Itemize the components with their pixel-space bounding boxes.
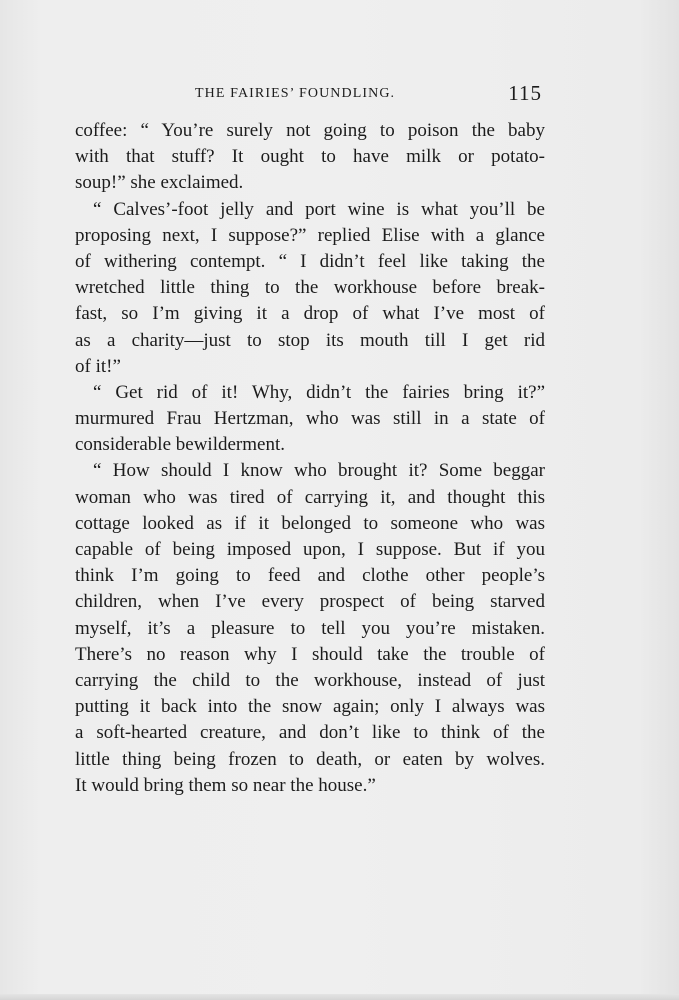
text-line: murmured Frau Hertzman, who was still in a state of [75, 408, 545, 430]
page-header [75, 81, 545, 108]
text-line: soup!” she exclaimed. [75, 172, 244, 194]
text-line: “ Get rid of it! Why, didn’t the fairies bring it?” [93, 381, 545, 403]
text-line: little thing being frozen to death, or eaten by wolves. [75, 748, 545, 770]
scan-edge [0, 994, 679, 1000]
text-line: It would bring them so near the house.” [75, 774, 376, 796]
text-line: a soft-hearted creature, and don’t like to think of the [75, 722, 545, 744]
text-line: as a charity—just to stop its mouth till I get rid [75, 329, 545, 351]
body-text [75, 118, 545, 799]
text-line: “ How should I know who brought it? Some beggar [93, 460, 545, 482]
text-line: of withering contempt. “ I didn’t feel like taking the [75, 250, 545, 272]
page-number: 115 [508, 81, 542, 105]
text-line: with that stuff? It ought to have milk or potato- [75, 146, 545, 168]
text-line: woman who was tired of carrying it, and thought this [75, 486, 545, 508]
text-line: putting it back into the snow again; only I always was [75, 696, 545, 718]
text-line: capable of being imposed upon, I suppose. But if you [75, 539, 545, 560]
text-line: carrying the child to the workhouse, instead of just [75, 669, 545, 691]
text-line: “ Calves’-foot jelly and port wine is what you’ll be [93, 198, 545, 220]
text-line: children, when I’ve every prospect of being starved [75, 591, 545, 613]
text-line: fast, so I’m giving it a drop of what I’ve most of [75, 303, 545, 325]
text-line: think I’m going to feed and clothe other people’s [75, 565, 545, 587]
text-line: cottage looked as if it belonged to someone who was [75, 512, 545, 534]
text-line: considerable bewilderment. [75, 434, 285, 456]
text-line: coffee: “ You’re surely not going to poison the baby [75, 120, 545, 141]
text-line: wretched little thing to the workhouse before break- [75, 277, 545, 299]
text-line: myself, it’s a pleasure to tell you you’re mistaken. [75, 617, 545, 639]
text-line: There’s no reason why I should take the trouble of [75, 643, 545, 665]
running-title: THE FAIRIES’ FOUNDLING. [195, 86, 396, 101]
text-line: of it!” [75, 355, 121, 377]
text-line: proposing next, I suppose?” replied Elise with a glance [75, 224, 545, 246]
